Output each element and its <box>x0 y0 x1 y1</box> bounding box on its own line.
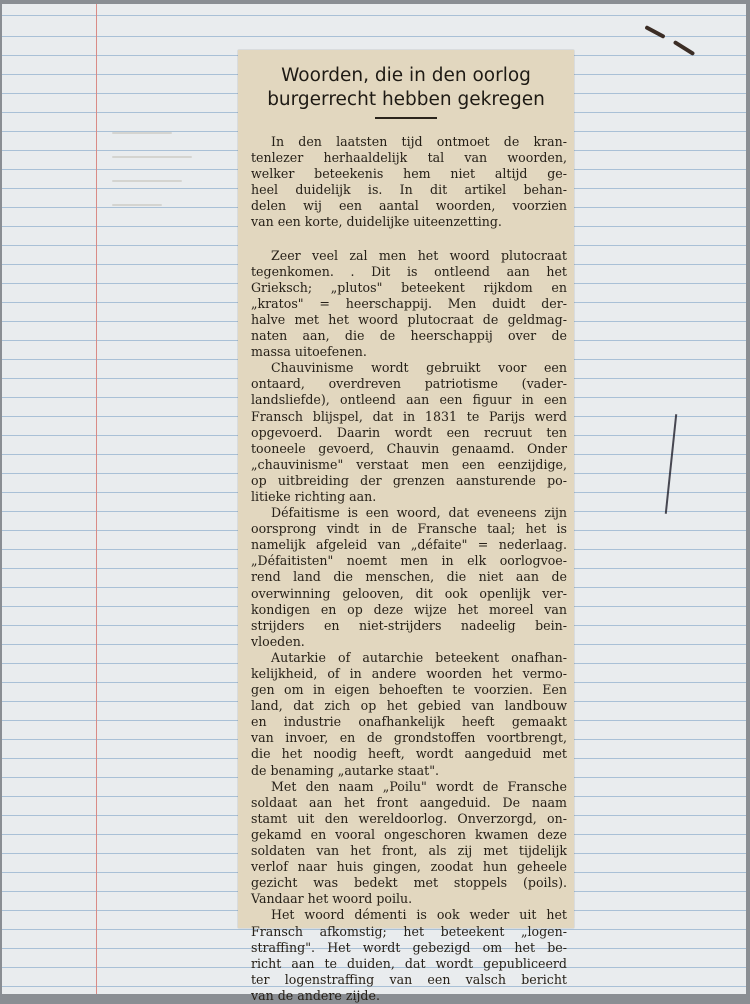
text-line: litieke richting aan. <box>251 488 377 504</box>
text-line: massa uitoefenen. <box>251 344 367 360</box>
text-line: „kratos" = heerschappij. Men duidt der- <box>251 295 567 311</box>
text-line: Chauvinisme wordt gebruikt voor een <box>271 360 567 376</box>
text-line: namelijk afgeleid van „défaite" = nederlaag. <box>251 537 567 553</box>
text-line: kondigen en op deze wijze het moreel van <box>251 601 567 617</box>
article-paragraph <box>251 505 567 650</box>
text-line: van een korte, duidelijke uiteenzetting. <box>251 214 502 230</box>
text-line: ontaard, overdreven patriotisme (vader- <box>251 376 567 392</box>
text-line: Grieksch; „plutos" beteekent rijkdom en <box>251 279 567 295</box>
text-line: straffing". Het wordt gebezigd om het be- <box>251 939 567 955</box>
newspaper-clipping <box>238 50 574 1003</box>
text-line: Vandaar het woord poilu. <box>251 891 413 907</box>
text-line: en industrie onafhankelijk heeft gemaakt <box>251 714 567 730</box>
text-line: halve met het woord plutocraat de geldmag- <box>251 311 567 327</box>
margin-line <box>96 4 97 994</box>
article-paragraph <box>251 779 567 908</box>
article-paragraph <box>251 360 567 505</box>
text-line: richt aan te duiden, dat wordt gepubliceerd <box>251 955 567 971</box>
article-paragraph <box>251 650 567 779</box>
ink-mark <box>644 25 665 39</box>
text-line: gezicht was bedekt met stoppels (poils). <box>251 875 567 891</box>
text-line: Autarkie of autarchie beteekent onafhan- <box>271 649 567 665</box>
text-line: strijders en niet-strijders nadeelig bein- <box>251 617 567 633</box>
text-line: opgevoerd. Daarin wordt een recruut ten <box>251 424 567 440</box>
text-line: oorsprong vindt in de Fransche taal; het is <box>251 521 567 537</box>
paragraph-gap <box>251 231 567 248</box>
headline-rule <box>375 117 437 119</box>
pencil-stroke <box>665 414 677 514</box>
text-line: Fransch afkomstig; het beteekent „logen- <box>251 923 567 939</box>
text-line: vloeden. <box>251 633 305 649</box>
text-line: rend land die menschen, die niet aan de <box>251 569 567 585</box>
text-line: op uitbreiding der grenzen aansturende po- <box>251 472 567 488</box>
ink-mark <box>673 40 695 56</box>
headline-line-2: burgerrecht hebben gekregen <box>267 89 545 110</box>
text-line: landsliefde), ontleend aan een figuur in een <box>251 392 567 408</box>
text-line: tenlezer herhaaldelijk tal van woorden, <box>251 150 567 166</box>
text-line: welker beteekenis hem niet altijd ge- <box>251 166 567 182</box>
faint-pencil-writing <box>112 132 222 252</box>
article-paragraph <box>251 248 567 361</box>
text-line: stamt uit den wereldoorlog. Onverzorgd, on- <box>251 810 567 826</box>
intro-paragraph <box>251 134 567 231</box>
article-headline <box>238 64 574 112</box>
text-line: gekamd en vooral ongeschoren kwamen deze <box>251 826 567 842</box>
text-line: ter logenstraffing van een valsch bericht <box>251 971 567 987</box>
text-line: delen wij een aantal woorden, voorzien <box>251 198 567 214</box>
text-line: van invoer, en de grondstoffen voortbrengt, <box>251 730 567 746</box>
text-line: kelijkheid, of in andere woorden het vermo- <box>251 666 567 681</box>
text-line: verlof naar huis gingen, zoodat hun geheele <box>251 859 567 875</box>
text-line: „chauvinisme" verstaat men een eenzijdige, <box>251 456 567 472</box>
text-line: van de andere zijde. <box>251 987 380 1003</box>
text-line: gen om in eigen behoeften te voorzien. Een <box>251 682 567 698</box>
text-line: de benaming „autarke staat". <box>251 762 440 778</box>
text-line: Fransch blijspel, dat in 1831 te Parijs werd <box>251 408 567 424</box>
text-line: soldaat aan het front aangeduid. De naam <box>251 794 567 810</box>
text-line: tooneele gevoerd, Chauvin genaamd. Onder <box>251 440 567 456</box>
article-paragraph <box>251 907 567 1004</box>
text-line: die het noodig heeft, wordt aangeduid met <box>251 746 567 762</box>
text-line: naten aan, die de heerschappij over de <box>251 328 567 344</box>
text-line: Met den naam „Poilu" wordt de Fransche <box>271 778 567 794</box>
article-body <box>251 134 567 1004</box>
text-line: „Défaitisten" noemt men in elk oorlogvoe- <box>251 553 567 569</box>
text-line: Zeer veel zal men het woord plutocraat <box>271 247 567 263</box>
text-line: land, dat zich op het gebied van landbouw <box>251 698 567 714</box>
headline-line-1: Woorden, die in den oorlog <box>281 65 531 86</box>
text-line: soldaten van het front, als zij met tijdelijk <box>251 843 567 859</box>
text-line: heel duidelijk is. In dit artikel behan- <box>251 182 567 198</box>
text-line: In den laatsten tijd ontmoet de kran- <box>271 134 567 149</box>
text-line: Het woord démenti is ook weder uit het <box>271 907 567 923</box>
text-line: tegenkomen. . Dit is ontleend aan het <box>251 263 567 279</box>
text-line: Défaitisme is een woord, dat eveneens zijn <box>271 505 567 521</box>
text-line: overwinning gelooven, dit ook openlijk ver- <box>251 585 567 601</box>
